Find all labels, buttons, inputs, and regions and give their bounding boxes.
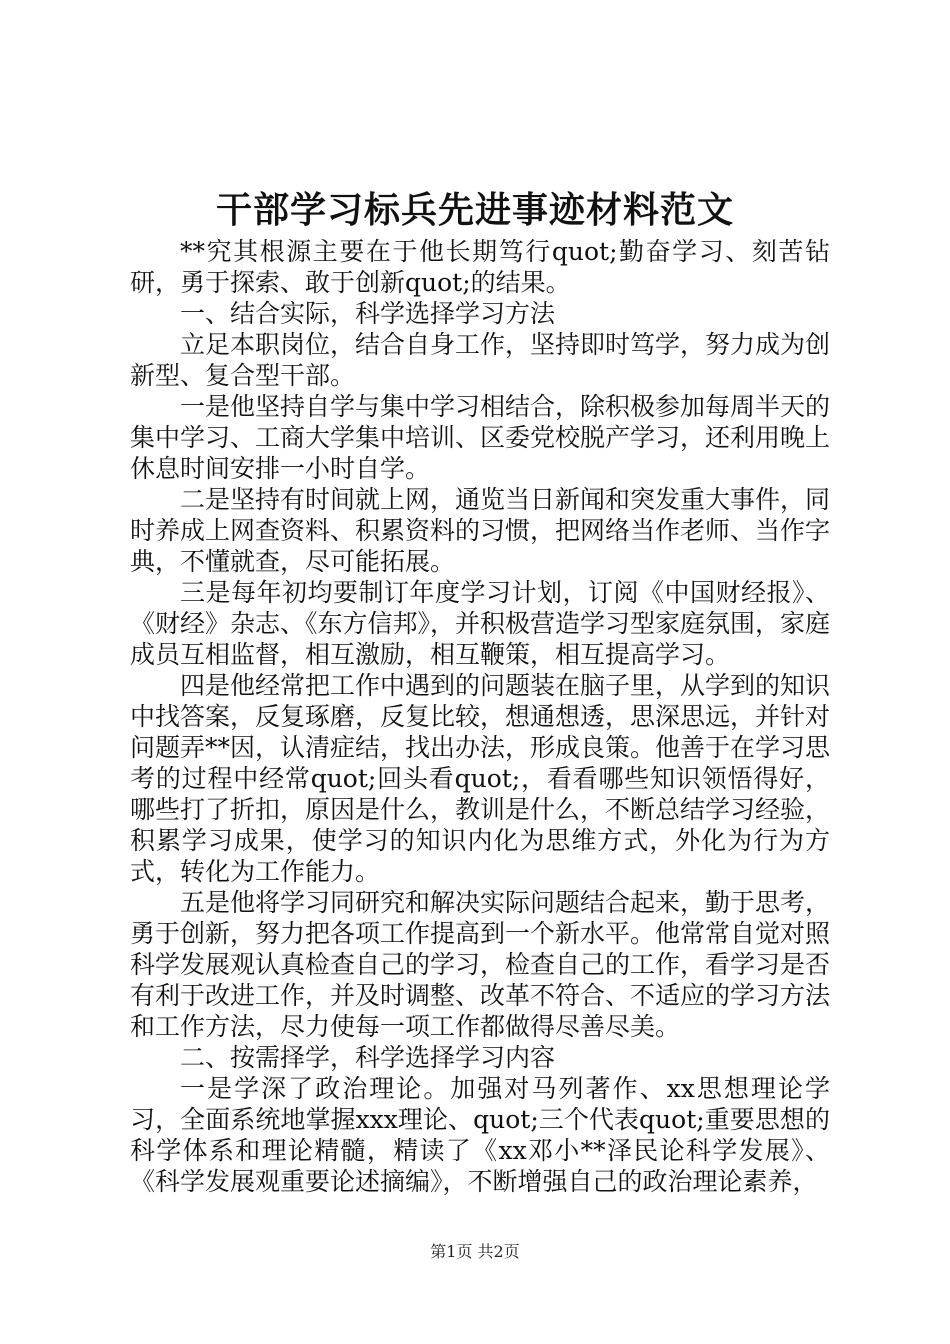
page-footer: 第1页 共2页 <box>430 1242 520 1261</box>
section-heading-1: 一、结合实际，科学选择学习方法 <box>180 299 556 328</box>
paragraph: 五是他将学习同研究和解决实际问题结合起来，勤于思考，勇于创新，努力把各项工作提高到一个新水平。他常常自觉对照科学发展观认真检查自己的学习，检查自己的工作，看学习是否有利于改进工作，并及时调整、改革不符合、不适应的学习方法和工作方法，尽力使每一项工作都做得尽善尽美。 <box>130 888 831 1041</box>
paragraph: 一是他坚持自学与集中学习相结合，除积极参加每周半天的集中学习、工商大学集中培训、区委党校脱产学习，还利用晚上休息时间安排一小时自学。 <box>130 392 831 483</box>
document-title: 干部学习标兵先进事迹材料范文 <box>215 189 734 231</box>
paragraph: 立足本职岗位，结合自身工作，坚持即时笃学，努力成为创新型、复合型干部。 <box>130 330 831 390</box>
document-body <box>130 236 830 1197</box>
paragraph: 一是学深了政治理论。加强对马列著作、xx思想理论学习，全面系统地掌握xxx理论、quot;三个代表quot;重要思想的科学体系和理论精髓，精读了《xx邓小**泽民论科学发展》、《科学发展观重要论述摘编》，不断增强自己的政治理论素养， <box>130 1074 830 1196</box>
paragraph: 四是他经常把工作中遇到的问题装在脑子里，从学到的知识中找答案，反复琢磨，反复比较，想通想透，思深思远，并针对问题弄**因，认清症结，找出办法，形成良策。他善于在学习思考的过程中经常quot;回头看quot;，看看哪些知识领悟得好，哪些打了折扣，原因是什么，教训是什么，不断总结学习经验，积累学习成果，使学习的知识内化为思维方式，外化为行为方式，转化为工作能力。 <box>130 671 831 886</box>
section-heading-2: 二、按需择学，科学选择学习内容 <box>180 1043 556 1072</box>
paragraph: 二是坚持有时间就上网，通览当日新闻和突发重大事件，同时养成上网查资料、积累资料的习惯，把网络当作老师、当作字典，不懂就查，尽可能拓展。 <box>130 485 831 576</box>
paragraph-intro: **究其根源主要在于他长期笃行quot;勤奋学习、刻苦钻研，勇于探索、敢于创新quot;的结果。 <box>130 237 830 297</box>
paragraph: 三是每年初均要制订年度学习计划，订阅《中国财经报》、《财经》杂志、《东方信邦》，并积极营造学习型家庭氛围，家庭成员互相监督，相互激励，相互鞭策，相互提高学习。 <box>130 578 831 669</box>
